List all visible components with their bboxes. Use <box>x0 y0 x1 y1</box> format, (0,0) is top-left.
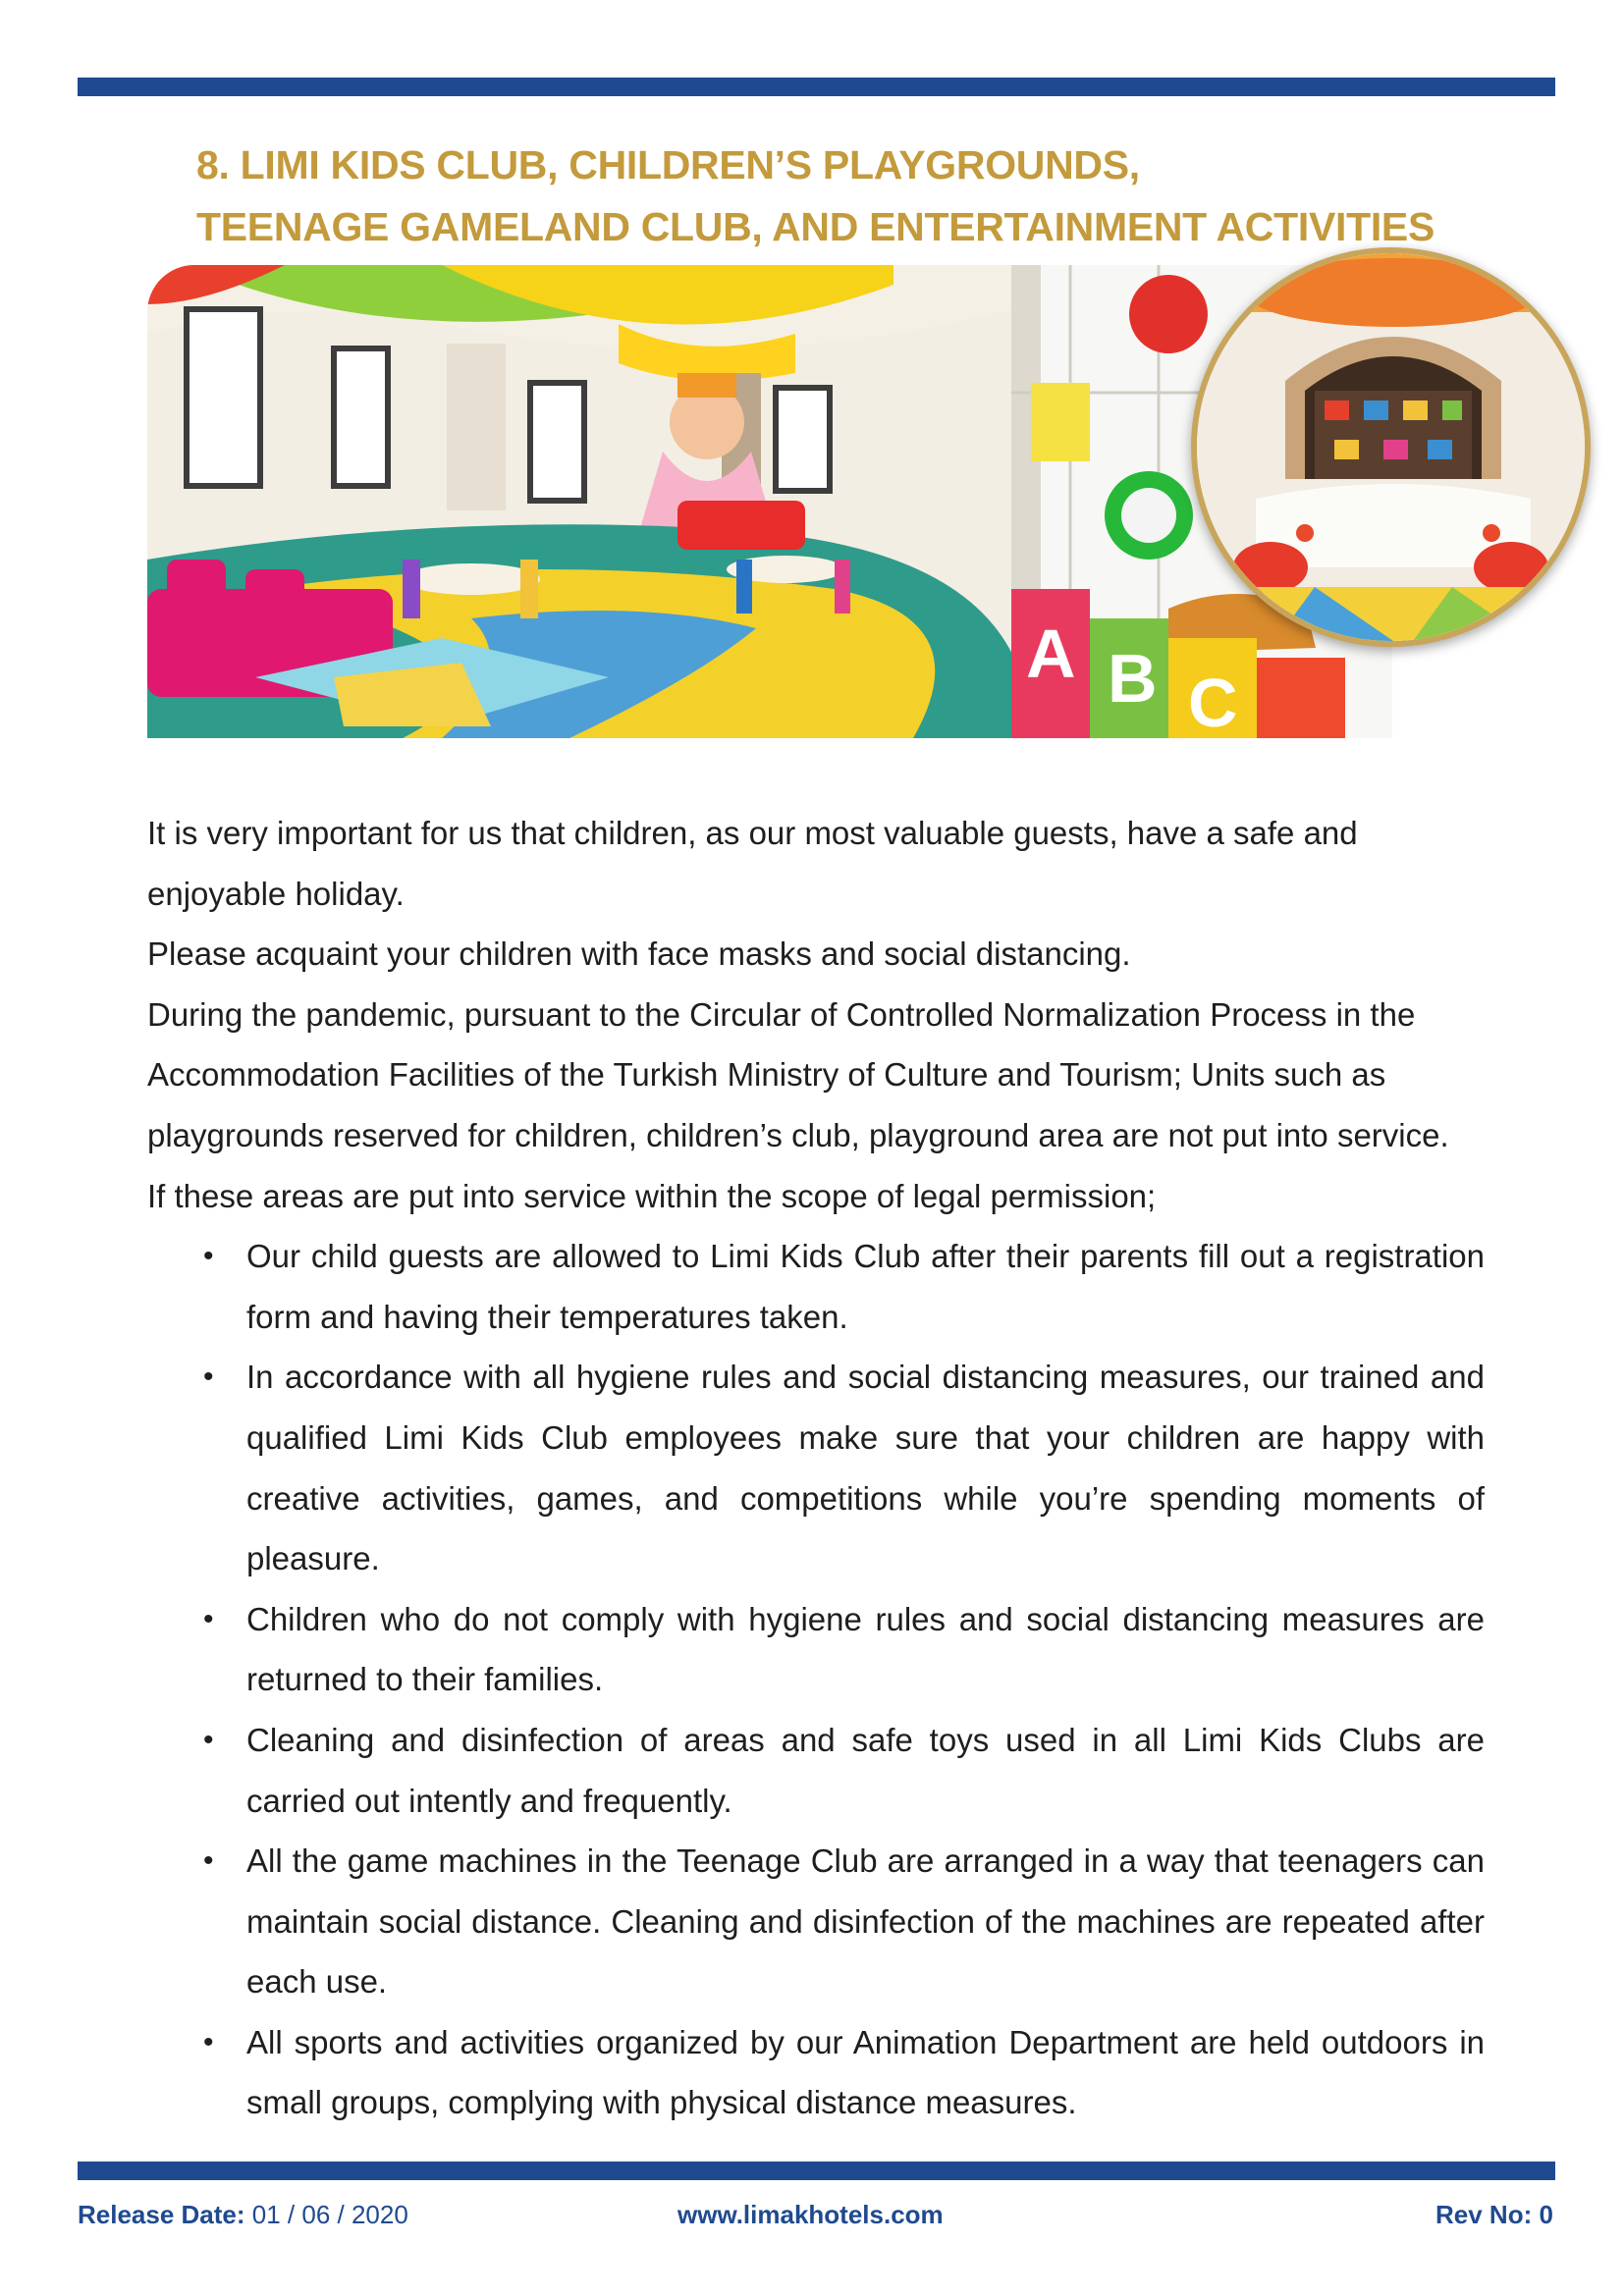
bullet-icon: • <box>203 1240 214 1273</box>
bullet-icon: • <box>203 1361 214 1394</box>
list-item-text: Cleaning and disinfection of areas and safe toys used in all Limi Kids Clubs are carried out intently and frequently. <box>246 1721 1485 1819</box>
paragraph: During the pandemic, pursuant to the Circular of Controlled Normalization Process in the Accommodation Facilities of the Turkish Ministry of Culture and Tourism; Units such as playgrounds reserved for children, children’s club, playground area are not put into service. <box>147 995 1449 1153</box>
title-line-1: 8. LIMI KIDS CLUB, CHILDREN’S PLAYGROUNDS, <box>196 142 1140 187</box>
list-item <box>203 2012 1485 2133</box>
svg-text:A: A <box>1026 615 1076 692</box>
page-title <box>196 134 1571 258</box>
release-date-label: Release Date: <box>78 2200 245 2229</box>
svg-text:B: B <box>1108 640 1158 717</box>
list-item <box>203 1831 1485 2012</box>
list-item <box>203 1226 1485 1347</box>
revision-number <box>1435 2199 1553 2230</box>
release-date-value: 01 / 06 / 2020 <box>244 2200 408 2229</box>
website-link[interactable] <box>677 2199 944 2230</box>
title-line-2: TEENAGE GAMELAND CLUB, AND ENTERTAINMENT ACTIVITIES <box>196 204 1435 249</box>
list-item <box>203 1589 1485 1710</box>
list-item <box>203 1347 1485 1588</box>
bullet-icon: • <box>203 2025 214 2058</box>
bullet-icon: • <box>203 1723 214 1756</box>
bullet-icon: • <box>203 1844 214 1878</box>
bullet-icon: • <box>203 1602 214 1635</box>
website-url[interactable]: www.limakhotels.com <box>677 2200 944 2229</box>
revision-label: Rev No: 0 <box>1435 2200 1553 2229</box>
paragraph: Please acquaint your children with face masks and social distancing. <box>147 935 1131 973</box>
header-bar <box>78 78 1555 96</box>
list-item <box>203 1710 1485 1831</box>
list-item-text: Children who do not comply with hygiene rules and social distancing measures are returned to their families. <box>246 1600 1485 1698</box>
list-item-text: All the game machines in the Teenage Club are arranged in a way that teenagers can maintain social distance. Cleaning and disinfection of the machines are repeated after each use. <box>246 1842 1485 2001</box>
measures-list <box>147 1226 1485 2133</box>
svg-text:C: C <box>1188 665 1238 738</box>
list-item-text: Our child guests are allowed to Limi Kids Club after their parents fill out a registration form and having their temperatures taken. <box>246 1238 1485 1335</box>
footer-bar <box>78 2162 1555 2180</box>
list-item-text: In accordance with all hygiene rules and social distancing measures, our trained and qualified Limi Kids Club employees make sure that your children are happy with creative activities, games, and competitions while you’re spending moments of pleasure. <box>246 1359 1485 1577</box>
list-item-text: All sports and activities organized by our Animation Department are held outdoors in small groups, complying with physical distance measures. <box>246 2023 1485 2121</box>
reception-inset-photo <box>1191 247 1591 647</box>
release-date <box>78 2199 408 2230</box>
paragraph: It is very important for us that children, as our most valuable guests, have a safe and enjoyable holiday. <box>147 815 1358 912</box>
body-text <box>147 803 1485 2133</box>
paragraph: If these areas are put into service within the scope of legal permission; <box>147 1177 1157 1214</box>
